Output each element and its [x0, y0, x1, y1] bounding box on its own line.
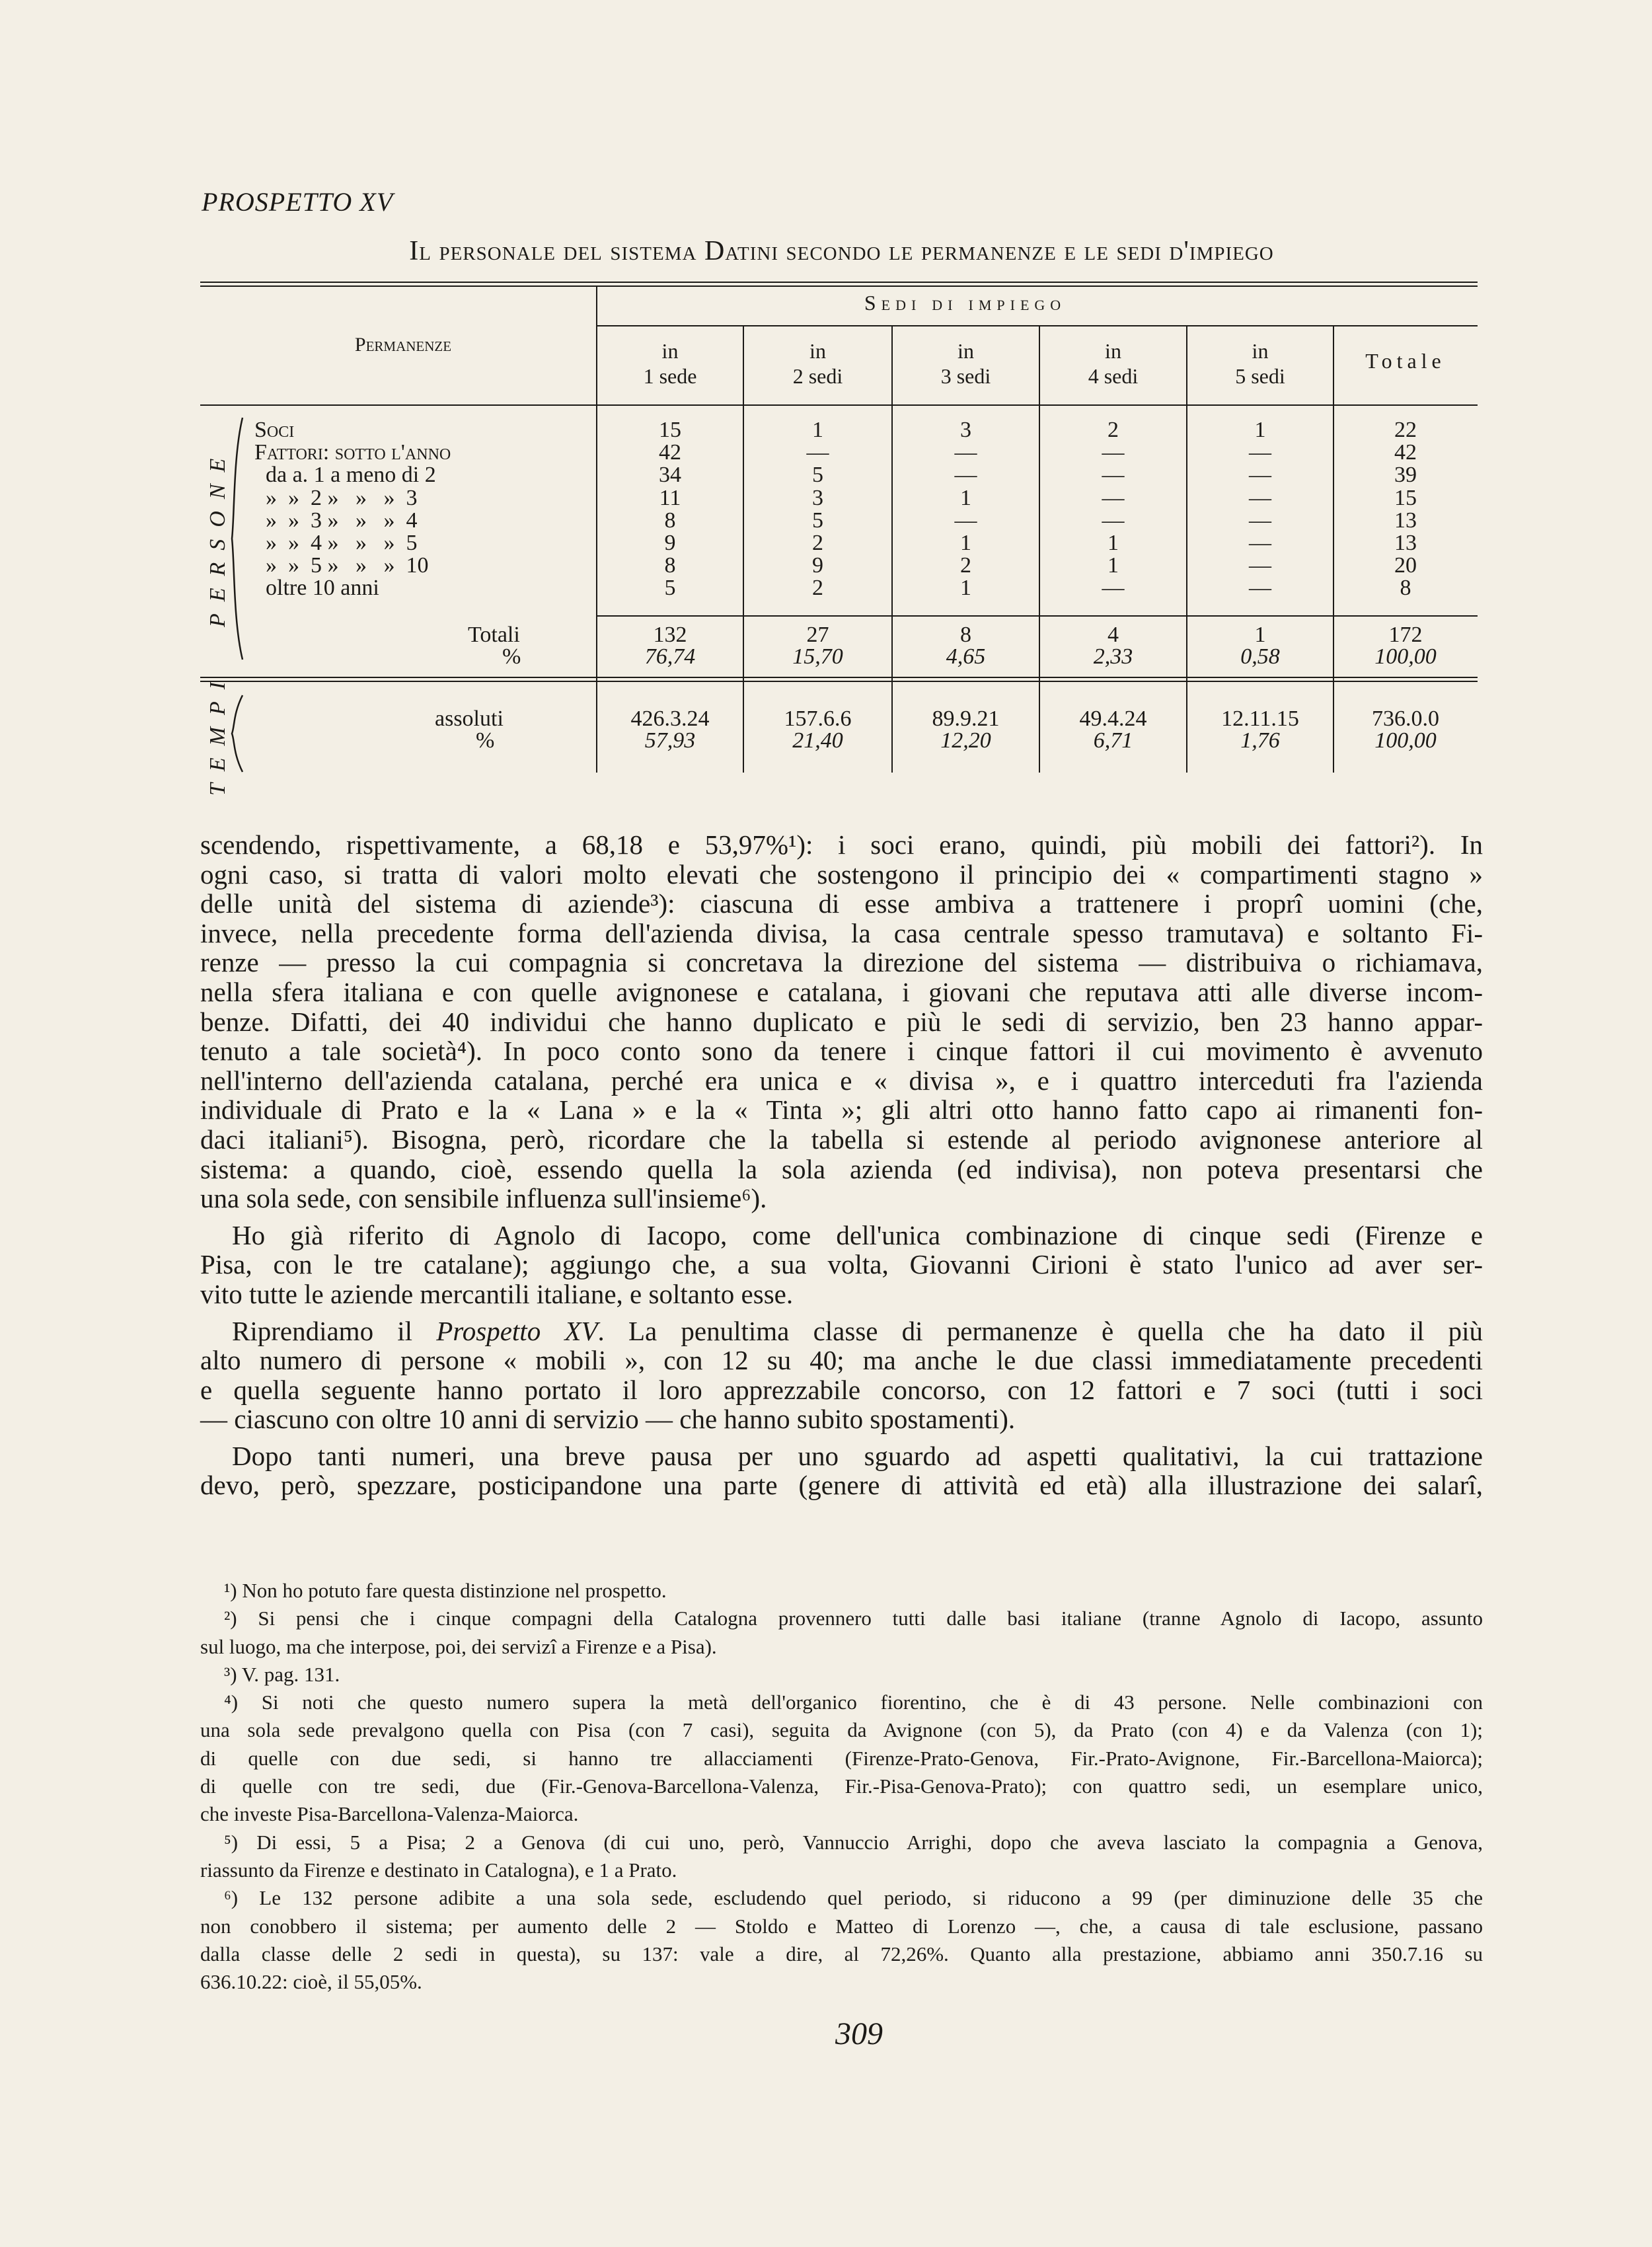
paragraph [200, 1441, 1483, 1500]
summary-cell: 76,74 [644, 644, 696, 669]
table-top-rule [200, 286, 1478, 287]
column-header-in: in [957, 339, 974, 363]
footnote-line: di quelle con tre sedi, due (Fir.-Genova-Barcellona-Valenza, Fir.-Pisa-Genova-Prato); con quattro sedi, un esemplare unico, [200, 1774, 1483, 1798]
footnote-line: non conobbero il sistema; per aumento delle 2 — Stoldo e Matteo di Lorenzo —, che, a causa di tale esclusione, passano [200, 1914, 1483, 1938]
footnote-line: ⁶) Le 132 persone adibite a una sola sede, escludendo quel periodo, si riducono a 99 (per diminuzione delle 35 che [224, 1886, 1483, 1910]
table-cell: 3 [812, 485, 823, 510]
table-cell: — [1102, 576, 1125, 601]
text-line: tenuto a tale società⁴). In poco conto sono da tenere i cinque fattori il cui movimento è avvenuto [200, 1036, 1483, 1067]
summary-cell: 15,70 [792, 644, 843, 669]
table-cell: 1 [1108, 531, 1119, 555]
paragraph [200, 1221, 1483, 1309]
text-line: benze. Difatti, dei 40 individui che hanno duplicato e più le sedi di servizio, ben 23 hanno appar- [200, 1006, 1483, 1037]
text-line [200, 1316, 1483, 1346]
summary-cell: 1 [1254, 623, 1266, 647]
text-span: Riprendiamo il [232, 1315, 437, 1346]
totals-rule [597, 615, 1478, 617]
row-label: » » 2 » » » 3 [254, 485, 418, 510]
footnote [200, 1689, 1483, 1828]
table-cell: 5 [812, 508, 823, 533]
column-header-sedi: 2 sedi [792, 364, 843, 388]
table-cell: 1 [960, 576, 971, 601]
table-cell: 34 [659, 463, 681, 488]
table-cell: — [1249, 553, 1271, 578]
page-number: 309 [835, 2016, 883, 2051]
persone-brace-icon [228, 416, 248, 661]
footnote-line: riassunto da Firenze e destinato in Catalogna), e 1 a Prato. [200, 1858, 677, 1882]
text-line: sistema: a quando, cioè, essendo quella la sola azienda (ed indivisa), non poteva presentarsi che [200, 1153, 1483, 1184]
text-line: Pisa, con le tre catalane); aggiungo che, a sua volta, Giovanni Cirioni è stato l'unico ad aver ser- [200, 1249, 1483, 1280]
table-cell: 5 [812, 463, 823, 488]
table-title: Il personale del sistema Datini secondo le permanenze e le sedi d'impiego [409, 236, 1274, 266]
footnotes [200, 1577, 1483, 1996]
summary-cell: 12,20 [940, 728, 991, 753]
table-cell: — [1102, 485, 1125, 510]
table-cell: 13 [1394, 531, 1417, 555]
column-header-in: in [809, 339, 826, 363]
table-cell: 39 [1394, 463, 1417, 488]
summary-cell: 89.9.21 [932, 706, 1000, 731]
text-line: — ciascuno con oltre 10 anni di servizio — che hanno subito spostamenti). [200, 1404, 1016, 1435]
table-label: PROSPETTO XV [202, 187, 394, 217]
text-line: scendendo, rispettivamente, a 68,18 e 53,97%¹): i soci erano, quindi, più mobili dei fattori²). In [200, 829, 1483, 860]
footnote-line: ²) Si pensi che i cinque compagni della Catalogna provennero tutti dalle basi italiane (tranne Agnolo di Iacopo, assunto [224, 1607, 1483, 1630]
summary-label: % [502, 644, 521, 669]
row-label: » » 5 » » » 10 [254, 553, 429, 578]
table-cell: 2 [812, 576, 823, 601]
tempi-side-label: TEMPI [206, 669, 230, 796]
footnote [200, 1577, 1483, 1605]
footnote-line: una sola sede prevalgono quella con Pisa (con 7 casi), seguita da Avignone (con 5), da Prato (con 4) e da Valenza (con 1); [200, 1718, 1483, 1742]
section-double-rule [200, 681, 1478, 682]
column-header-in: in [661, 339, 679, 363]
text-line: devo, però, spezzare, posticipandone una parte (genere di attività ed età) alla illustrazione dei salarî, [200, 1470, 1483, 1501]
column-header-sedi: 1 sede [643, 364, 697, 388]
footnote-line: dalla classe delle 2 sedi in questa), su 137: vale a dire, al 72,26%. Quanto alla prestazione, abbiamo anni 350.7.16 su [200, 1942, 1483, 1965]
text-line: e quella seguente hanno portato il loro apprezzabile concorso, con 12 fattori e 7 soci (tutti i soci [200, 1374, 1483, 1405]
summary-cell: 49.4.24 [1079, 706, 1147, 731]
row-label: Fattori: sotto l'anno [254, 440, 451, 465]
summary-cell: 100,00 [1374, 728, 1437, 753]
table-cell: 9 [812, 553, 823, 578]
table-cell: 1 [1108, 553, 1119, 578]
table-cell: — [1102, 508, 1125, 533]
footnote [200, 1829, 1483, 1885]
summary-cell: 132 [653, 623, 687, 647]
table-cell: 5 [664, 576, 676, 601]
table-cell: — [1249, 508, 1271, 533]
text-line: ogni caso, si tratta di valori molto elevati che sostengono il principio dei « compartimenti stagno » [200, 858, 1483, 890]
summary-cell: 0,58 [1240, 644, 1280, 669]
row-label: » » 4 » » » 5 [254, 531, 418, 555]
summary-cell: 27 [806, 623, 829, 647]
row-label: da a. 1 a meno di 2 [254, 463, 436, 488]
column-header-sedi: 4 sedi [1088, 364, 1139, 388]
text-line: nella sfera italiana e con quelle avignonese e catalana, i giovani che reputava atti alle diverse incom- [200, 976, 1483, 1007]
summary-cell: 1,76 [1240, 728, 1280, 753]
summary-cell: 8 [960, 623, 971, 647]
section-double-rule [200, 677, 1478, 678]
summary-cell: 157.6.6 [784, 706, 852, 731]
text-line: individuale di Prato e la « Lana » e la « Tinta »; gli altri otto hanno fatto capo ai rimanenti fon- [200, 1094, 1483, 1125]
summary-cell: 12.11.15 [1221, 706, 1299, 731]
table-cell: 1 [960, 485, 971, 510]
table-cell: 15 [1394, 485, 1417, 510]
table-cell: 42 [659, 440, 681, 465]
table-cell: 42 [1394, 440, 1417, 465]
table-cell: 8 [1400, 576, 1411, 601]
text-line: una sola sede, con sensibile influenza sull'insieme⁶). [200, 1183, 767, 1214]
footnote-line: ⁴) Si noti che questo numero supera la metà dell'organico fiorentino, che è di 43 persone. Nelle combinazioni con [224, 1691, 1483, 1714]
column-header-in: in [1252, 339, 1269, 363]
summary-cell: 6,71 [1093, 728, 1133, 753]
row-label: » » 3 » » » 4 [254, 508, 418, 533]
table-cell: 2 [812, 531, 823, 555]
summary-cell: 4,65 [946, 644, 986, 669]
table-cell: — [1249, 440, 1271, 465]
summary-cell: 57,93 [644, 728, 696, 753]
totale-header: Totale [1365, 349, 1446, 373]
table-cell: 2 [1108, 418, 1119, 442]
header-bottom-rule [200, 404, 1478, 406]
table-cell: — [1249, 485, 1271, 510]
text-line: nell'interno dell'azienda catalana, perché era unica e « divisa », e i quattro interceduti fra l'azienda [200, 1065, 1483, 1096]
footnote-line: ¹) Non ho potuto fare questa distinzione nel prospetto. [224, 1579, 667, 1602]
text-span: Prospetto XV [436, 1315, 598, 1346]
text-span: . La penultima classe di permanenze è quella che ha dato il più [597, 1315, 1483, 1346]
summary-cell: 736.0.0 [1372, 706, 1439, 731]
summary-label: % [476, 728, 495, 753]
summary-cell: 2,33 [1093, 644, 1133, 669]
table-cell: 1 [812, 418, 823, 442]
footnote [200, 1661, 1483, 1689]
sedi-di-impiego-header: Sedi di impiego [864, 291, 1067, 315]
text-line: renze — presso la cui compagnia si concretava la direzione del sistema — distribuiva o richiamava, [200, 947, 1483, 978]
table-cell: 8 [664, 508, 676, 533]
column-header-sedi: 3 sedi [940, 364, 991, 388]
table-cell: 15 [659, 418, 681, 442]
table-cell: 2 [960, 553, 971, 578]
table-cell: — [1249, 576, 1271, 601]
footnote-line: 636.10.22: cioè, il 55,05%. [200, 1970, 422, 1994]
summary-cell: 21,40 [792, 728, 843, 753]
persone-side-label: PERSONE [206, 446, 230, 627]
footnote-line: che investe Pisa-Barcellona-Valenza-Maiorca. [200, 1802, 579, 1826]
text-line: daci italiani⁵). Bisogna, però, ricordare che la tabella si estende al periodo avignonese anteriore al [200, 1124, 1483, 1155]
table-cell: — [1249, 531, 1271, 555]
footnote [200, 1605, 1483, 1661]
paragraph [200, 1316, 1483, 1434]
footnote-line: ⁵) Di essi, 5 a Pisa; 2 a Genova (di cui uno, però, Vannuccio Arrighi, dopo che aveva lasciato la compagnia a Genova, [224, 1830, 1483, 1854]
table-cell: — [806, 440, 829, 465]
summary-label: Totali [468, 623, 520, 647]
body-text [200, 830, 1483, 1507]
summary-cell: 4 [1108, 623, 1119, 647]
table-cell: 1 [960, 531, 971, 555]
footnote [200, 1884, 1483, 1996]
table-cell: — [954, 508, 977, 533]
summary-label: assoluti [435, 706, 504, 731]
table-cell: — [954, 440, 977, 465]
header-subrule [597, 325, 1478, 326]
column-header-sedi: 5 sedi [1235, 364, 1285, 388]
summary-cell: 100,00 [1374, 644, 1437, 669]
table-cell: 1 [1254, 418, 1266, 442]
text-line: alto numero di persone « mobili », con 12 su 40; ma anche le due classi immediatamente precedenti [200, 1345, 1483, 1376]
text-line: Ho già riferito di Agnolo di Iacopo, come dell'unica combinazione di cinque sedi (Firenze e [232, 1219, 1483, 1250]
text-line: vito tutte le aziende mercantili italiane, e soltanto esse. [200, 1278, 794, 1309]
table-cell: — [954, 463, 977, 488]
text-line: invece, nella precedente forma dell'azienda divisa, la casa centrale spesso tramutava) e soltanto Fi- [200, 917, 1483, 948]
table-cell: 13 [1394, 508, 1417, 533]
column-header-in: in [1105, 339, 1121, 363]
paragraph [200, 830, 1483, 1213]
summary-cell: 172 [1388, 623, 1423, 647]
permanenze-header: Permanenze [354, 334, 452, 356]
table-top-rule [200, 282, 1478, 283]
table-cell: — [1249, 463, 1271, 488]
table-cell: 9 [664, 531, 676, 555]
table-cell: 20 [1394, 553, 1417, 578]
table-cell: 8 [664, 553, 676, 578]
row-label: oltre 10 anni [254, 576, 379, 601]
table-cell: — [1102, 440, 1125, 465]
tempi-brace-icon [228, 694, 248, 773]
table-cell: 3 [960, 418, 971, 442]
text-line: delle unità del sistema di aziende³): ciascuna di esse ambiva a trattenere i proprî uomini (che, [200, 888, 1483, 919]
table-cell: 11 [659, 485, 681, 510]
footnote-line: ³) V. pag. 131. [224, 1662, 340, 1686]
text-line: Dopo tanti numeri, una breve pausa per uno sguardo ad aspetti qualitativi, la cui trattazione [232, 1440, 1483, 1471]
footnote-line: sul luogo, ma che interpose, poi, dei servizî a Firenze e a Pisa). [200, 1634, 717, 1658]
table-cell: 22 [1394, 418, 1417, 442]
footnote-line: di quelle con due sedi, si hanno tre allacciamenti (Firenze-Prato-Genova, Fir.-Prato-Avignone, Fir.-Barcellona-Maiorca); [200, 1746, 1483, 1770]
row-label: Soci [254, 418, 295, 442]
table-cell: — [1102, 463, 1125, 488]
summary-cell: 426.3.24 [630, 706, 710, 731]
